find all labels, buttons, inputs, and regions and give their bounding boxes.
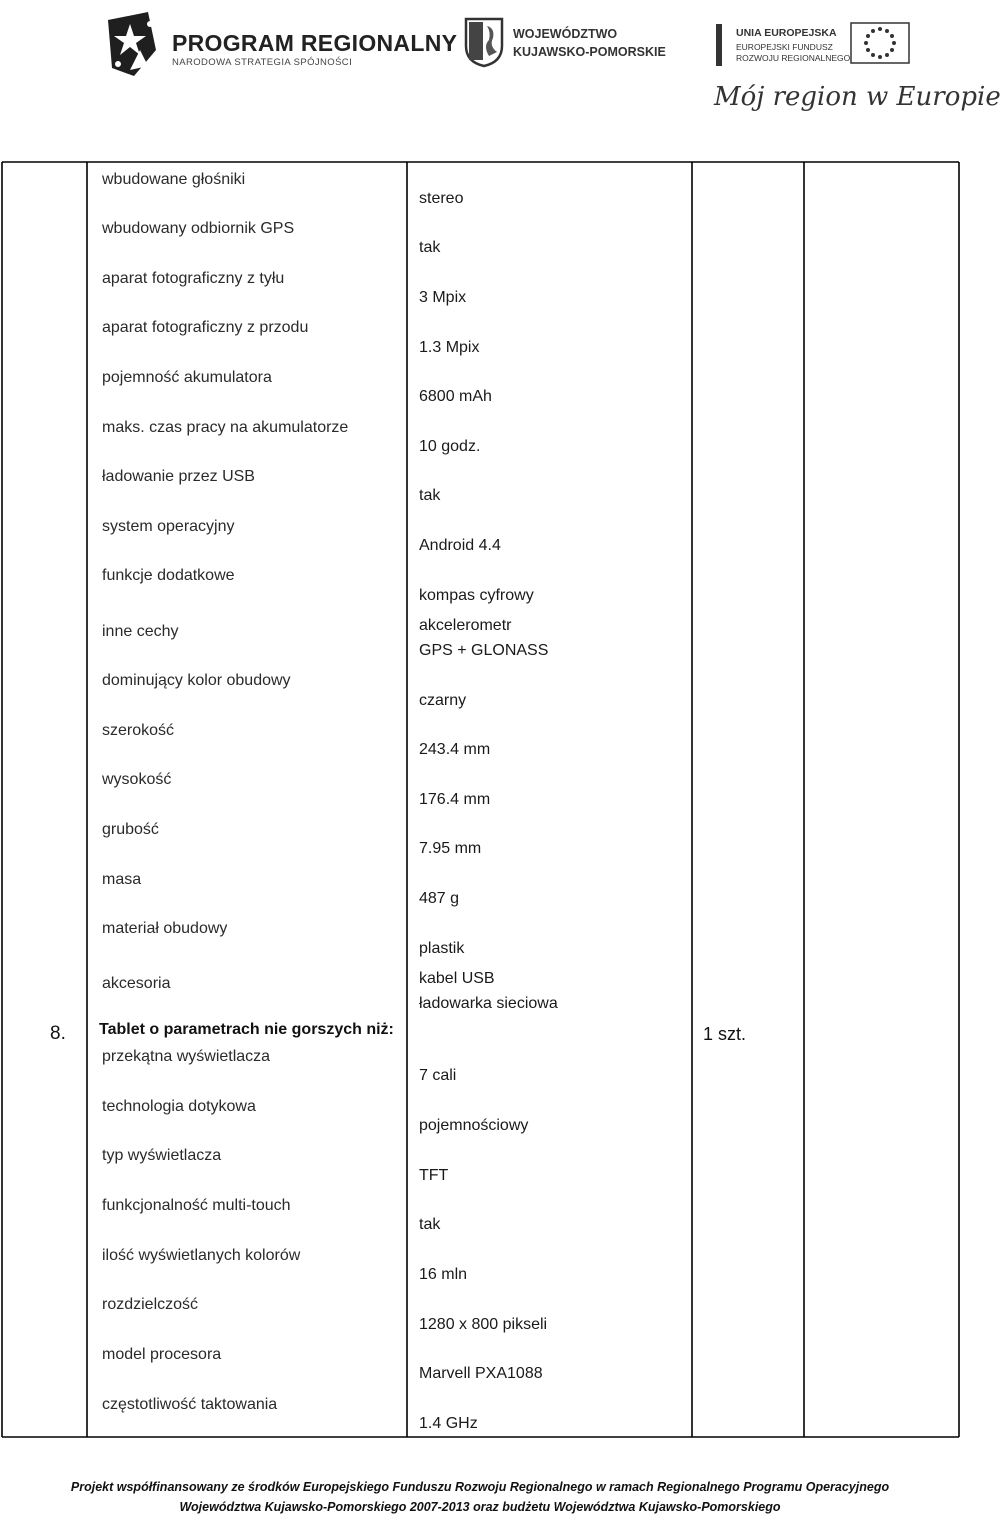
program-regionalny-logo <box>104 10 458 80</box>
spec-value-other-features: akcelerometr <box>419 617 512 634</box>
spec-value-cpu-clock: 1.4 GHz <box>419 1415 478 1432</box>
spec-label-height: wysokość <box>102 771 172 788</box>
eu-bar-icon <box>716 24 730 66</box>
spec-value-width: 243.4 mm <box>419 741 491 758</box>
spec-value-display-type: TFT <box>419 1167 449 1184</box>
eu-line-2: EUROPEJSKI FUNDUSZ <box>736 42 833 52</box>
spec-label-colors: ilość wyświetlanych kolorów <box>102 1247 301 1264</box>
spec-label-display-size: przekątna wyświetlacza <box>102 1048 271 1065</box>
spec-label-usb-charging: ładowanie przez USB <box>102 468 255 485</box>
spec-label-cpu-model: model procesora <box>102 1346 222 1363</box>
spec-value-accessories-2: ładowarka sieciowa <box>419 995 558 1012</box>
spec-label-material: materiał obudowy <box>102 920 228 937</box>
spec-value-thickness: 7.95 mm <box>419 840 482 857</box>
spec-label-touch-tech: technologia dotykowa <box>102 1098 256 1115</box>
program-subtitle: NARODOWA STRATEGIA SPÓJNOŚCI <box>172 57 353 68</box>
spec-value-multitouch: tak <box>419 1216 441 1233</box>
footer-line-2: Województwa Kujawsko-Pomorskiego 2007-2013 oraz budżetu Województwa Kujawsko-Pomorskiego <box>179 1500 781 1514</box>
spec-label-multitouch: funkcjonalność multi-touch <box>102 1197 291 1214</box>
spec-value-speakers: stereo <box>419 190 464 207</box>
eu-line-3: ROZWOJU REGIONALNEGO <box>736 53 851 63</box>
spec-value-rear-camera: 3 Mpix <box>419 289 467 306</box>
spec-value-accessories: kabel USB <box>419 970 495 987</box>
spec-label-rear-camera: aparat fotograficzny z tyłu <box>102 270 285 287</box>
spec-label-weight: masa <box>102 871 142 888</box>
spec-label-width: szerokość <box>102 722 175 739</box>
slogan-text: Mój region w Europie <box>714 82 1001 112</box>
spec-value-battery: 6800 mAh <box>419 388 492 405</box>
coat-of-arms-icon <box>463 16 505 68</box>
spec-label-front-camera: aparat fotograficzny z przodu <box>102 319 309 336</box>
spec-value-other-features-2: GPS + GLONASS <box>419 642 549 659</box>
spec-value-cpu-model: Marvell PXA1088 <box>419 1365 543 1382</box>
spec-label-thickness: grubość <box>102 821 159 838</box>
spec-value-gps: tak <box>419 239 441 256</box>
spec-value-display-size: 7 cali <box>419 1067 457 1084</box>
program-title: PROGRAM REGIONALNY <box>172 30 458 56</box>
eu-flag-icon <box>850 22 910 64</box>
spec-label-battery: pojemność akumulatora <box>102 369 272 386</box>
wojewodztwo-logo <box>463 16 666 76</box>
spec-value-resolution: 1280 x 800 pikseli <box>419 1316 548 1333</box>
spec-value-os: Android 4.4 <box>419 537 501 554</box>
spec-label-other-features: inne cechy <box>102 623 179 640</box>
item-title: Tablet o parametrach nie gorszych niż: <box>99 1021 394 1038</box>
spec-label-speakers: wbudowane głośniki <box>102 171 246 188</box>
eu-logo <box>714 20 1001 130</box>
spec-label-battery-time: maks. czas pracy na akumulatorze <box>102 419 349 436</box>
spec-label-extra-functions: funkcje dodatkowe <box>102 567 235 584</box>
spec-value-touch-tech: pojemnościowy <box>419 1117 529 1134</box>
region-line-2: KUJAWSKO-POMORSKIE <box>513 45 666 59</box>
footer-line-1: Projekt współfinansowany ze środków Europejskiego Funduszu Rozwoju Regionalnego w ramach Regionalnego Programu Operacyjnego <box>70 1480 890 1494</box>
spec-value-front-camera: 1.3 Mpix <box>419 339 480 356</box>
spec-value-battery-time: 10 godz. <box>419 438 481 455</box>
spec-label-os: system operacyjny <box>102 518 235 535</box>
item-quantity: 1 szt. <box>703 1024 747 1044</box>
spec-value-material: plastik <box>419 940 465 957</box>
spec-label-accessories: akcesoria <box>102 975 171 992</box>
spec-value-height: 176.4 mm <box>419 791 491 808</box>
star-emblem-icon <box>104 10 164 80</box>
spec-value-extra-functions: kompas cyfrowy <box>419 587 534 604</box>
header-logos <box>0 0 1001 150</box>
spec-value-colors: 16 mln <box>419 1266 468 1283</box>
spec-value-usb-charging: tak <box>419 487 441 504</box>
region-line-1: WOJEWÓDZTWO <box>513 27 618 41</box>
spec-label-cpu-clock: częstotliwość taktowania <box>102 1396 278 1413</box>
spec-label-display-type: typ wyświetlacza <box>102 1147 222 1164</box>
spec-label-color: dominujący kolor obudowy <box>102 672 291 689</box>
spec-label-gps: wbudowany odbiornik GPS <box>102 220 295 237</box>
eu-line-1: UNIA EUROPEJSKA <box>736 27 837 39</box>
spec-value-weight: 487 g <box>419 890 460 907</box>
spec-value-color: czarny <box>419 692 467 709</box>
spec-label-resolution: rozdzielczość <box>102 1296 199 1313</box>
item-number: 8. <box>50 1023 66 1044</box>
